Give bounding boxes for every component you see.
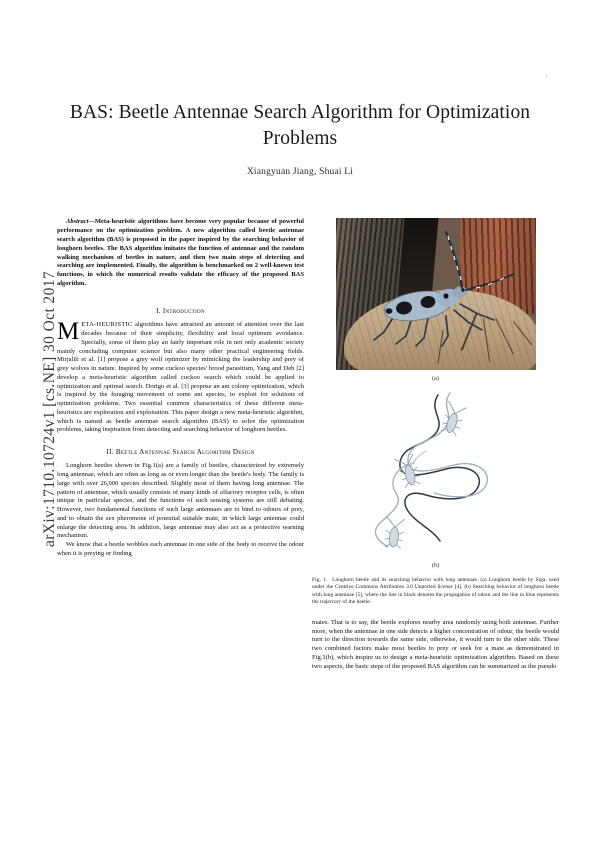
drop-cap-letter: M	[57, 318, 80, 346]
section-heading-introduction	[57, 307, 304, 316]
beetle-photo	[336, 218, 536, 370]
right-column	[312, 218, 559, 818]
design-paragraph-1: Longhorn beetles shown in Fig.1(a) are a family of beetles, characterized by extremely long antennae, which are often as long as or even longer than the beetle's body. The family is large with over 26,000 species described. Slightly most of them having long antennae. The pattern of antennae, which usually consists of many kinds of olfactory receptor cells, is often unique in particular species, and the functions of such sensing systems are still debating. However, two fundamental functions of such large antennaes are to bind to odours of prey, and to obtain the sex pheromone of potential suitable mate, in which large antennae could enlarge the detecting area. In addition, large antennae may also act as a protective warning mechanism.	[57, 462, 304, 540]
trajectory-beetle-icon	[383, 516, 405, 549]
figure-caption-number: Fig. 1.	[312, 577, 328, 583]
authors-line: Xiangyuan Jiang, Shuai Li	[246, 167, 354, 178]
abstract-text: Meta-heuristic algorithms have become very popular because of powerful performance on the optimization problem. A new algorithm called beetle antennae search algorithm (BAS) is proposed in the paper inspired by the searching behavior of longhorn beetles. The BAS algorithm imitates the function of antennae and the random walking mechanism of beetles in nature, and then two main steps of detecting and searching are implemented. Finally, the algorithm is benchmarked on 2 well-known test functions, in which the numerical results validate the efficacy of the proposed BAS algorithm.	[57, 218, 304, 288]
section-title-2: Beetle Antennae Search Algorithm Design	[115, 448, 255, 457]
page-title: BAS: Beetle Antennae Search Algorithm for Optimization Problems	[69, 102, 531, 149]
intro-paragraph	[57, 318, 304, 435]
figure-caption	[312, 577, 559, 606]
figure-1a-photo-wrap	[336, 218, 536, 383]
longhorn-beetle-icon	[336, 218, 536, 370]
figure-sublabel-b: (b)	[432, 563, 439, 569]
section-number-2: II.	[106, 448, 114, 457]
abstract-label: Abstract	[66, 218, 89, 225]
figure-1b-diagram-wrap	[328, 389, 543, 570]
design-paragraph-2: We know that a beetle wobbles each antennae in one side of the body to receive the odour when it is preying or finding	[57, 540, 304, 557]
section-heading-design	[57, 448, 304, 457]
left-column	[57, 218, 304, 818]
intro-lead-smallcaps: ETA-HEURISTIC	[81, 321, 133, 329]
title-block	[60, 100, 540, 177]
figure-1	[312, 218, 559, 606]
figure-sublabel-a: (a)	[432, 376, 439, 382]
design-paragraph-2-continued: mates. That is to say, the beetle explores nearby area randomly using both antennae. Further more, when the antennae in one side detects a higher concentration of odour, the beetle would turn to the direction towards the same side, otherwise, it would turn to the other side. These two combined factors make most beetles to prey or seek for a mate as demonstrated in Fig.1(b), which inspire us to design a meta-heuristic optimization algorithm. Based on these two aspects, the basic steps of the proposed BAS algorithm can be summarized as the pseudo	[312, 619, 559, 670]
intro-body-text: algorithms have attracted an amount of attention over the last decades because of their simplicity, flexibility and local optimum avoidance. Specially, some of them play an fairly important role in not only academic society mainly concluding computer science but also many other practical engineering fields. Mirjalili et al. [1] propose a grey wolf optimizer by mimicking the leadership and prey of grey wolves in nature. Inspired by some cuckoo species' brood parasitism, Yang and Deb [2] develop a meta-heuristic algorithm called cuckoo search which could be applied to optimization and optimal search. Dorigo et al. [3] propose an ant colony optimization, which is inspired by the foraging movement of some ant species, to exploit for solutions of optimization problems. Two essential common characteristics of these different meta-heuristics are exploration and exploitation. This paper design a new meta-heuristic algorithm, which is named as beetle antennae search algorithm (BAS) to solve the optimization problems, taking inspiration from detecting and searching behavior of longhorn beetles.	[57, 321, 304, 434]
figure-caption-text: Longhorn beetle and its searching behavior with long antennae. (a) Longhorn beetle by Siga, used under the Creative Commons Attribution 3.0 Unported license [4]. (b) Searching behavior of longhorn beetle with long antennae [5], where the line in black denotes the propagation of odour and the line in blue represents the trajectory of the beetle.	[312, 577, 559, 605]
beetle-trajectory-diagram	[328, 389, 543, 557]
arxiv-stamp: arXiv:1710.10724v1 [cs.NE] 30 Oct 2017	[41, 270, 58, 548]
section-number-1: I.	[156, 307, 161, 316]
abstract-paragraph	[57, 218, 304, 289]
trajectory-beetle-icon	[439, 401, 467, 436]
page-number: 1	[545, 74, 548, 80]
abstract-dash: —	[88, 218, 95, 225]
section-title-1: Introduction	[162, 307, 205, 316]
